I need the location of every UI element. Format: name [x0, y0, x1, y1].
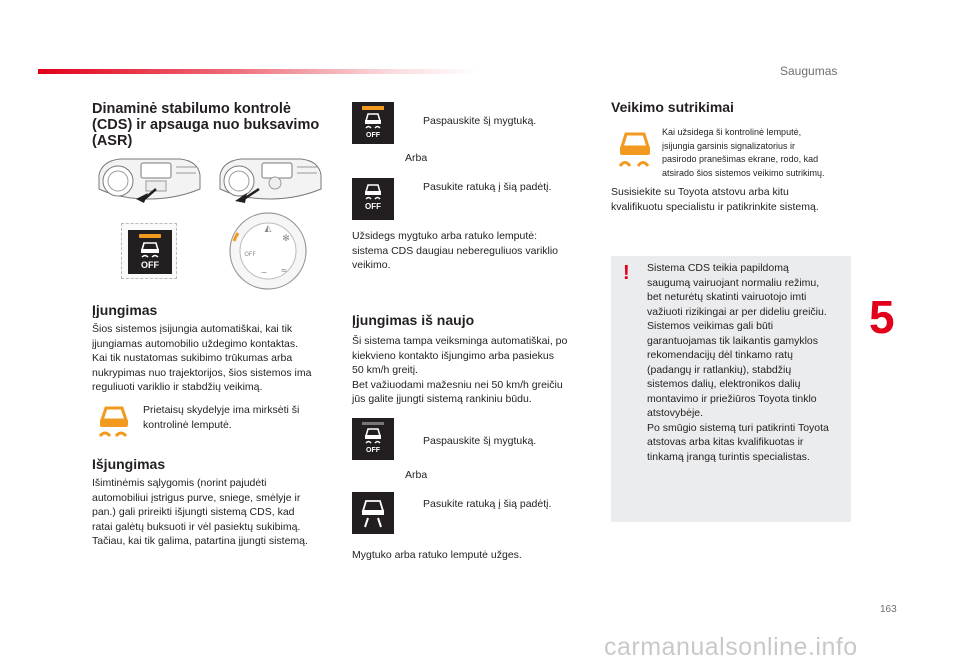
- terrain-selector-knob: [228, 211, 308, 291]
- skidding-car-icon: [139, 241, 161, 259]
- reenable-text-line: Ši sistema tampa veiksminga automatiškai, po: [352, 335, 568, 347]
- warning-text-line: atstovas arba kitas kvalifikuotas ir: [647, 436, 804, 448]
- disable-text-line: automobiliui įstrigus purve, sniege, smėlyje ir: [92, 491, 301, 504]
- enable-note-line: kontrolinė lemputė.: [143, 418, 232, 431]
- step-turn-knob: [405, 180, 551, 194]
- page-number: 163: [880, 604, 897, 615]
- step-turn-knob-2: [405, 497, 551, 511]
- step-press-button-2: [405, 434, 536, 448]
- knob-off-position-icon: [352, 178, 394, 220]
- malfunction-text: [611, 185, 856, 214]
- page-title-line: (CDS) ir apsauga nuo buksavimo: [92, 117, 320, 133]
- reenable-text-line: Bet važiuodami mažesniu nei 50 km/h greičiu: [352, 378, 563, 391]
- malfunction-note-line: atsirado šios sistemos veikimo sutrikimų.: [662, 167, 825, 178]
- reenable-text-line: 50 km/h greitį.: [352, 364, 418, 376]
- enable-note: [143, 403, 333, 432]
- enable-text-line: reguliuoti variklio ir stabdžių veikimą.: [92, 381, 263, 393]
- cds-off-button-illustration: [121, 223, 177, 279]
- warning-text-line: tinkamą įrangą turintis specialistas.: [647, 450, 810, 463]
- cds-off-button: [128, 230, 172, 274]
- header-accent-bar: [38, 69, 478, 74]
- road-car-icon: [359, 498, 387, 528]
- heading-reenable: Įjungimas iš naujo: [352, 312, 475, 328]
- svg-text:◭: ◭: [264, 224, 272, 234]
- warning-icon: !: [623, 262, 630, 284]
- heading-enable: Įjungimas: [92, 302, 158, 318]
- cds-fault-lamp-icon: [613, 128, 657, 172]
- knob-normal-position-icon: [352, 492, 394, 534]
- after-off-line: veikimo.: [352, 259, 391, 271]
- off-label: OFF: [365, 202, 381, 211]
- step-text: Pasukite ratuką į šią padėtį.: [423, 498, 552, 510]
- after-off-text: [352, 229, 597, 273]
- step-text: Paspauskite šį mygtuką.: [423, 115, 537, 127]
- or-label-2: Arba: [405, 469, 428, 481]
- malfunction-text-line: Susisiekite su Toyota atstovu arba kitu: [611, 186, 789, 198]
- step-text: Pasukite ratuką į šią padėtį.: [423, 181, 552, 193]
- enable-text-line: nukrypimas nuo trajektorijos, šios sistemos ima: [92, 366, 312, 379]
- final-text: Mygtuko arba ratuko lemputė užges.: [352, 549, 522, 561]
- warning-text-line: važiuoti rizikingai ar per dideliu greičiu.: [647, 305, 827, 318]
- page-title-line: Dinaminė stabilumo kontrolė: [92, 101, 291, 117]
- malfunction-note-line: įsijungia garsinis signalizatorius ir: [662, 140, 796, 151]
- malfunction-text-line: kvalifikuotu specialistu ir patikrinkite sistemą.: [611, 200, 819, 213]
- page-title: [92, 101, 319, 149]
- cds-warning-lamp-icon: [94, 402, 134, 442]
- enable-text-line: Šios sistemos įsijungia automatiškai, kai tik: [92, 323, 293, 335]
- or-label: Arba: [405, 152, 428, 164]
- disable-text-line: ratai galėtų buksuoti ir vėl pasiektų sukibimą.: [92, 520, 301, 533]
- warning-text-line: garantuojamas tik laikantis gamyklos: [647, 334, 818, 347]
- disable-text: [92, 476, 342, 549]
- chapter-number: 5: [869, 291, 895, 343]
- heading-disable: Išjungimas: [92, 456, 166, 472]
- malfunction-note-line: pasirodo pranešimas ekrane, rodo, kad: [662, 154, 819, 164]
- warning-text-line: atstovybėje.: [647, 407, 704, 419]
- cds-off-button-icon: [352, 102, 394, 144]
- malfunction-note-line: Kai užsidega ši kontrolinė lemputė,: [662, 127, 802, 137]
- after-off-line: Užsidegs mygtuko arba ratuko lemputė:: [352, 230, 538, 242]
- step-press-button: [405, 114, 536, 128]
- off-label: OFF: [366, 132, 380, 139]
- skidding-car-icon: [363, 184, 383, 200]
- disable-text-line: pan.) gali prireikti išjungti sistemą CDS, kad: [92, 506, 295, 518]
- warning-text-line: Po smūgio sistemą turi patikrinti Toyota: [647, 421, 829, 434]
- enable-text-line: įjungiamas automobilio uždegimo kontaktas.: [92, 337, 299, 350]
- warning-text-line: (padangų ir ratlankių), stabdžių: [647, 363, 792, 376]
- heading-malfunction: Veikimo sutrikimai: [611, 99, 734, 115]
- after-off-line: sistema CDS daugiau nebereguliuos variklio: [352, 244, 559, 257]
- enable-text-line: Kai tik nustatomas sukibimo trūkumas arba: [92, 352, 293, 364]
- warning-text-line: rekomendacijų dėl tinkamo ratų: [647, 349, 793, 361]
- reenable-text-line: jūs galite įjungti sistemą rankiniu būdu.: [352, 393, 532, 405]
- watermark: carmanualsonline.info: [604, 633, 858, 661]
- disable-text-line: Tačiau, kai tik galima, patartina įjungti sistemą.: [92, 535, 308, 547]
- svg-text:∼: ∼: [260, 268, 268, 277]
- indicator-lamp: [362, 106, 384, 110]
- warning-text-line: sistemos dalių, elektronikos dalių: [647, 378, 801, 390]
- dashboard-illustration-knob: [217, 153, 323, 205]
- disable-text-line: Išimtinėmis sąlygomis (norint pajudėti: [92, 477, 267, 489]
- dashboard-illustration-button: [96, 153, 202, 205]
- reenable-text: [352, 334, 597, 407]
- cds-button-icon: [352, 418, 394, 460]
- off-label: OFF: [141, 260, 159, 270]
- enable-note-line: Prietaisų skydelyje ima mirksėti ši: [143, 404, 300, 416]
- svg-text:OFF: OFF: [244, 251, 256, 258]
- enable-text: [92, 322, 342, 395]
- off-label: OFF: [366, 447, 380, 454]
- page-title-line: (ASR): [92, 133, 133, 149]
- warning-text-line: Sistemos veikimas gali būti: [647, 320, 774, 332]
- indicator-lamp: [139, 234, 161, 238]
- skidding-car-icon: [363, 428, 383, 444]
- warning-text-line: Sistema CDS teikia papildomą: [647, 262, 789, 274]
- warning-text-line: bet neturėtų skatinti vairuotojo imti: [647, 291, 807, 303]
- section-name: Saugumas: [780, 64, 838, 78]
- warning-text: [647, 261, 847, 464]
- malfunction-note: [662, 126, 854, 180]
- skidding-car-icon: [363, 113, 383, 129]
- warning-box: [611, 256, 851, 522]
- indicator-lamp-off: [362, 422, 384, 425]
- warning-text-line: saugumą vairuojant normaliu režimu,: [647, 276, 820, 289]
- svg-text:✻: ✻: [282, 234, 290, 244]
- reenable-text-line: kiekvieno kontakto išjungimo arba pasiekus: [352, 349, 554, 362]
- step-text: Paspauskite šį mygtuką.: [423, 435, 537, 447]
- svg-text:≈: ≈: [280, 266, 288, 275]
- warning-text-line: montavimo ir priežiūros Toyota tinklo: [647, 392, 817, 405]
